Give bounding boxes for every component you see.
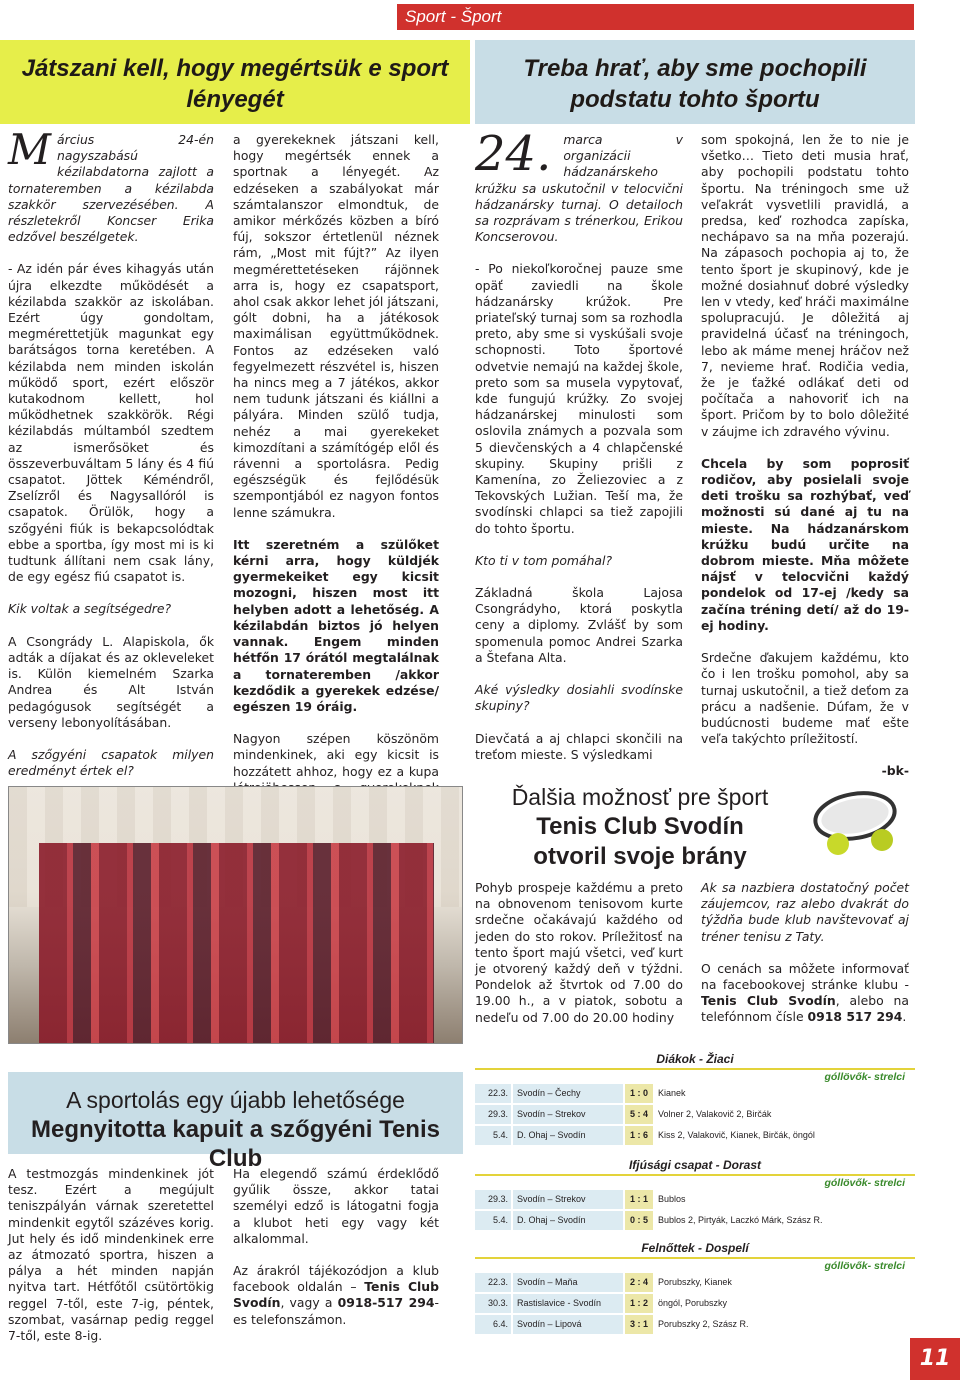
page-number: 11 — [910, 1338, 960, 1380]
result-match: Svodín – Strekov — [513, 1190, 623, 1209]
scorers-label: góllövők- strelci — [824, 1071, 905, 1083]
tenis-sk-p3-end: . — [902, 1009, 907, 1025]
result-date: 30.3. — [475, 1294, 511, 1313]
tennis-racket-balls-icon — [800, 788, 910, 858]
tenis-sk-p3b: , alebo na telefónnom čísle — [701, 993, 909, 1025]
tenis-sk-title-line2: Tenis Club Svodín — [536, 813, 744, 840]
result-scorers: Kianek — [658, 1088, 686, 1098]
results-group-title: Ifjúsági csapat - Dorast — [475, 1154, 915, 1176]
dropcap: M — [8, 125, 52, 174]
result-score: 3 : 1 — [625, 1315, 653, 1334]
result-scorers: Bublos — [658, 1194, 686, 1204]
tenis-sk-title-line1: Ďalšia možnosť pre šport — [511, 784, 769, 810]
right-p4: som spokojná, len že to nie je všetko… Tieto deti musia hrať, aby pochopili podstatu tohto športu. Na tréningoch sme už veľakrát vysvetlili pravidlá, a predsa, keď rozhodca zapíska, nechápavo sa na mňa pozerajú. Na zápasoch pochopia aj to, že tento šport je skupinový, kde je možné dosiahnuť dobré výsledky len v vtedy, keď hráči maximálne spolupracujú. Je dôležitá aj pravidelná účasť na tréningoch, lebo ak máme menej hráčov než 7, nevieme hrať. Rodičia vedia, že je ťažké odlákať deti od počítača a nahovoriť ich na šport. Pričom by to bolo dôležité v záujme ich zdravého vývinu. — [701, 132, 909, 439]
tenis-hu-col2 — [233, 1166, 439, 1344]
date-number: 24. — [475, 126, 552, 182]
result-row — [475, 1084, 915, 1103]
right-p3: Dievčatá a aj chlapci skončili na treťom mieste. S výsledkami — [475, 730, 683, 762]
result-date: 22.3. — [475, 1084, 511, 1103]
result-date: 5.4. — [475, 1126, 511, 1145]
result-match: Svodín – Maňa — [513, 1273, 623, 1292]
left-q2: A szőgyéni csapatok milyen eredményt értek el? — [8, 746, 214, 779]
result-scorers: öngól, Porubszky — [658, 1298, 728, 1308]
result-score: 5 : 4 — [625, 1105, 653, 1124]
right-q2: Aké výsledky dosiahli svodínske skupiny? — [475, 682, 683, 714]
photo-team-group — [39, 843, 434, 1043]
result-scorers: Bublos 2, Pirtyák, Laczkó Márk, Szász R. — [658, 1215, 823, 1225]
left-p4: a gyerekeknek játszani kell, hogy megértsék ennek a sportnak a lényegét. Az edzéseken a szabályokat már számtalanszor elmondtuk, de amikor mérkőzés közben a bíró fúj, sokszor értetlenül néznek rám, „Most mit fújt?” Az ilyen megmérettetéseken rájönnek arra is, hogy ez csapatsport, ahol csak akkor lehet jól játszani, gólt dobni, ha a játékosok maximálisan együttműködnek. Fontos az edzéseken való fegyelmezett részvétel is, hiszen ha nincs meg a 7 játékos, akkor nem tudunk játszani és kiállni a pályára. Minden szülő tudja, nehéz a mai gyerekeket kimozdítani a számítógép elől és rávenni a sportolásra. Pedig egészségük és fejlődésük szempontjából ez nagyon fontos lenne számukra. — [233, 132, 439, 520]
result-match: D. Ohaj – Svodín — [513, 1211, 623, 1230]
right-p6: Srdečne ďakujem každému, kto čo i len trošku pomohol, aby sa turnaj uskutočnil, a tiež deťom za prácu a nadšenie. Dúfam, že v budúcnosti budeme mať ešte veľa takýchto príležitostí. — [701, 650, 909, 747]
tenis-sk-title-line3: otvoril svoje brány — [533, 843, 747, 870]
tenis-hu-p3-end: -es telefonszámon. — [233, 1295, 439, 1327]
scorers-label: góllövők- strelci — [824, 1177, 905, 1189]
result-row — [475, 1315, 915, 1334]
tenis-hu-p3: Az árakról tájékozódjon a klub facebook oldalán – — [233, 1263, 439, 1295]
section-header — [397, 4, 914, 30]
left-p5: Itt szeretném a szülőket kérni arra, hogy küldjék gyermekeiket egy kicsit mozogni, hiszen most itt helyben adott a lehetőség. A kézilabdán biztos jó helyen vannak. Engem minden hétfőn 17 órától megtalálnak a tornateremben /akkor kezdődik a gyerekek edzése/ egészen 19 óráig. — [233, 536, 439, 714]
right-article-col1 — [475, 126, 683, 779]
result-row — [475, 1273, 915, 1292]
left-lead: árcius 24-én nagyszabású kézilabdatorna zajlott a tornateremben a kézilabda szakkör szervezésében. A részletekről Koncser Erika edzővel beszélgetek. — [8, 132, 214, 245]
tenis-sk-col2 — [701, 880, 909, 1042]
result-scorers: Porubszky 2, Szász R. — [658, 1319, 749, 1329]
left-q1: Kik voltak a segítségedre? — [8, 601, 172, 617]
result-match: Svodín – Lipová — [513, 1315, 623, 1334]
left-p1: - Az idén pár éves kihagyás után újra elkezdte működését a kézilabda szakkör az iskolában. Ezért úgy gondoltam, megmérettetjük magunkat egy barátságos torna keretében. A kézilabda nem minden iskolán működő sport, ezért először kutakodnom kellett, hol működhetnek szakkörök. Régi kézilabdás múltamból szedtem az ismerősöket és összeverbuváltam 5 lány és 4 fiú csapatot. Jöttek Kéméndről, Zselízről és Nagysallóról is csapatok. Örülök, hogy a szőgyéni fiúk is bekapcsolódtak ebbe a sportba, így most mi is ki tudtunk állítani nem csak lány, de egy egész fiú csapatot is. — [8, 261, 214, 585]
result-date: 29.3. — [475, 1105, 511, 1124]
right-article-col2 — [701, 132, 909, 796]
result-score: 0 : 5 — [625, 1211, 653, 1230]
tenis-sk-club: Tenis Club Svodín — [701, 993, 836, 1009]
result-match: Rastislavice - Svodín — [513, 1294, 623, 1313]
result-row — [475, 1105, 915, 1124]
result-score: 1 : 2 — [625, 1294, 653, 1313]
scorers-label: góllövők- strelci — [824, 1260, 905, 1272]
left-p2: A Csongrády L. Alapiskola, ők adták a díjakat és az okleveleket is. Külön kiemelném Szarka Andrea és Alt István pedagógusok segítségét a verseny lebonyolításában. — [8, 633, 214, 730]
left-article-col1 — [8, 125, 214, 876]
tenis-hu-phone: 0918-517 294 — [337, 1295, 435, 1311]
left-p6: Nagyon szépen köszönöm mindenkinek, aki egy kicsit is hozzátett ahhoz, hogy ez a kupa — [233, 731, 439, 779]
right-article-title: Treba hrať, aby sme pochopili podstatu tohto športu — [475, 40, 915, 124]
tenis-hu-p1: A testmozgás mindenkinek jót tesz. Ezért a megújult teniszpályán várnak szeretettel mindenkit egytől százéves korig. Jut hely és idő mindenkinek erre az átmozató sportra, hiszen a pálya a hét minden napján nyitva tart. Hétfőtől csütörtökig reggel 7-től, este 7-ig, péntek, szombat, vasárnap pedig reggel 7-től, este 8-ig. — [8, 1166, 214, 1344]
result-score: 1 : 1 — [625, 1190, 653, 1209]
tenis-hu-title — [8, 1072, 463, 1172]
result-match: Svodín – Čechy — [513, 1084, 623, 1103]
results-group-dospeli — [475, 1237, 915, 1336]
right-signature: -bk- — [881, 763, 909, 779]
results-group-title: Felnőttek - Dospelí — [475, 1237, 915, 1259]
right-p1: - Po niekoľkoročnej pauze sme opäť zaviedli na škole hádzanársky krúžok. Pre priateľský turnaj som sa rozhodla preto, aby sme si vyskúšali svoje schopnosti. Toto športové odvetvie nemajú na každej škole, preto som sa musela vypytovať, kde fungujú krúžky. Zo svojej hádzanárskej minulosti som oslovila známych a pozvala som 5 dievčenských a 4 chlapčenské skupiny. Skupiny prišli z Kamenína, zo Želiezoviec a z Tekovských Lužian. Teší ma, že svodínski chlapci sa tiež zapojili do tohto športu. — [475, 261, 683, 536]
result-match: Svodín – Strekov — [513, 1105, 623, 1124]
result-score: 1 : 0 — [625, 1084, 653, 1103]
result-score: 2 : 4 — [625, 1273, 653, 1292]
tenis-hu-club: Tenis Club Svodín — [233, 1279, 439, 1311]
tenis-hu-p3b: , vagy a — [280, 1295, 333, 1311]
tenis-sk-title — [475, 782, 805, 872]
results-group-dorast — [475, 1154, 915, 1232]
result-date: 29.3. — [475, 1190, 511, 1209]
result-row — [475, 1294, 915, 1313]
result-row — [475, 1211, 915, 1230]
result-date: 6.4. — [475, 1315, 511, 1334]
result-match: D. Ohaj – Svodín — [513, 1126, 623, 1145]
tenis-sk-p2: Ak sa nazbiera dostatočný počet záujemcov, raz alebo dvakrát do týždňa bude klub navštevovať aj tréner tenisu z Taty. — [701, 880, 909, 944]
result-scorers: Volner 2, Valakovič 2, Birčák — [658, 1109, 772, 1119]
tenis-hu-title-line1: A sportolás egy újabb lehetősége — [66, 1087, 405, 1113]
tenis-hu-p2: Ha elegendő számú érdeklődő gyűlik össze, akkor tatai személyi edző is látogatni fogja a klubot heti egy vagy két alkalommal. — [233, 1166, 439, 1246]
section-title: Sport - Šport — [405, 7, 502, 26]
right-lead: marca v organizácii hádzanárskeho krúžku sa uskutočnil v telocvični hádzanársky turnaj. O detailoch sa rozprávam s trénerkou, Erikou Koncserovou. — [475, 132, 683, 245]
tenis-sk-p3: O cenách sa môžete informovať na facebookovej stránke klubu - — [701, 960, 909, 993]
result-score: 1 : 6 — [625, 1126, 653, 1145]
tenis-hu-p3-wrap — [233, 1263, 439, 1328]
results-group-ziaci — [475, 1048, 915, 1147]
result-date: 22.3. — [475, 1273, 511, 1292]
result-row — [475, 1190, 915, 1209]
tenis-hu-col1 — [8, 1166, 214, 1360]
left-article-title: Játszani kell, hogy megértsük e sport lényegét — [0, 40, 470, 124]
tenis-sk-phone: 0918 517 294 — [807, 1009, 903, 1025]
result-date: 5.4. — [475, 1211, 511, 1230]
tenis-hu-title-line2: Megnyitotta kapuit a szőgyéni Tenis Club — [31, 1116, 440, 1172]
team-photo — [8, 786, 463, 1044]
result-row — [475, 1126, 915, 1145]
tenis-sk-p3-wrap — [701, 961, 909, 1026]
right-q1: Kto ti v tom pomáhal? — [475, 552, 613, 568]
result-scorers: Kiss 2, Valakovič, Kianek, Birčák, öngól — [658, 1130, 815, 1140]
right-p5: Chcela by som poprosiť rodičov, aby posielali svoje deti trošku sa rozhýbať, veď možnosti sú dané aj tu na mieste. Na hádzanárskom krúžku budú určite na dobrom mieste. Mňa môžete nájsť v telocvični každý pondelok od 17-ej /kedy sa začína tréning detí/ až do 19-ej hodiny. — [701, 455, 909, 633]
right-p2: Základná škola Lajosa Csongrádyho, ktorá poskytla ceny a diplomy. Zvlášť by som spomenula pomoc Andrei Szarka a Štefana Alta. — [475, 585, 683, 665]
tenis-sk-p1: Pohyb prospeje každému a preto na obnovenom tenisovom kurte srdečne očakávajú každého od jeden do sto rokov. Príležitosť na tento šport majú všetci, veď kurt je otvorený každý deň v týždni. Pondelok až štvrtok od 7.00 do 19.00 h., a v piatok, sobotu a nedeľu od 7.00 do 20.00 hodiny — [475, 880, 683, 1025]
result-scorers: Porubszky, Kianek — [658, 1277, 732, 1287]
tenis-sk-col1 — [475, 880, 683, 1042]
results-group-title: Diákok - Žiaci — [475, 1048, 915, 1070]
